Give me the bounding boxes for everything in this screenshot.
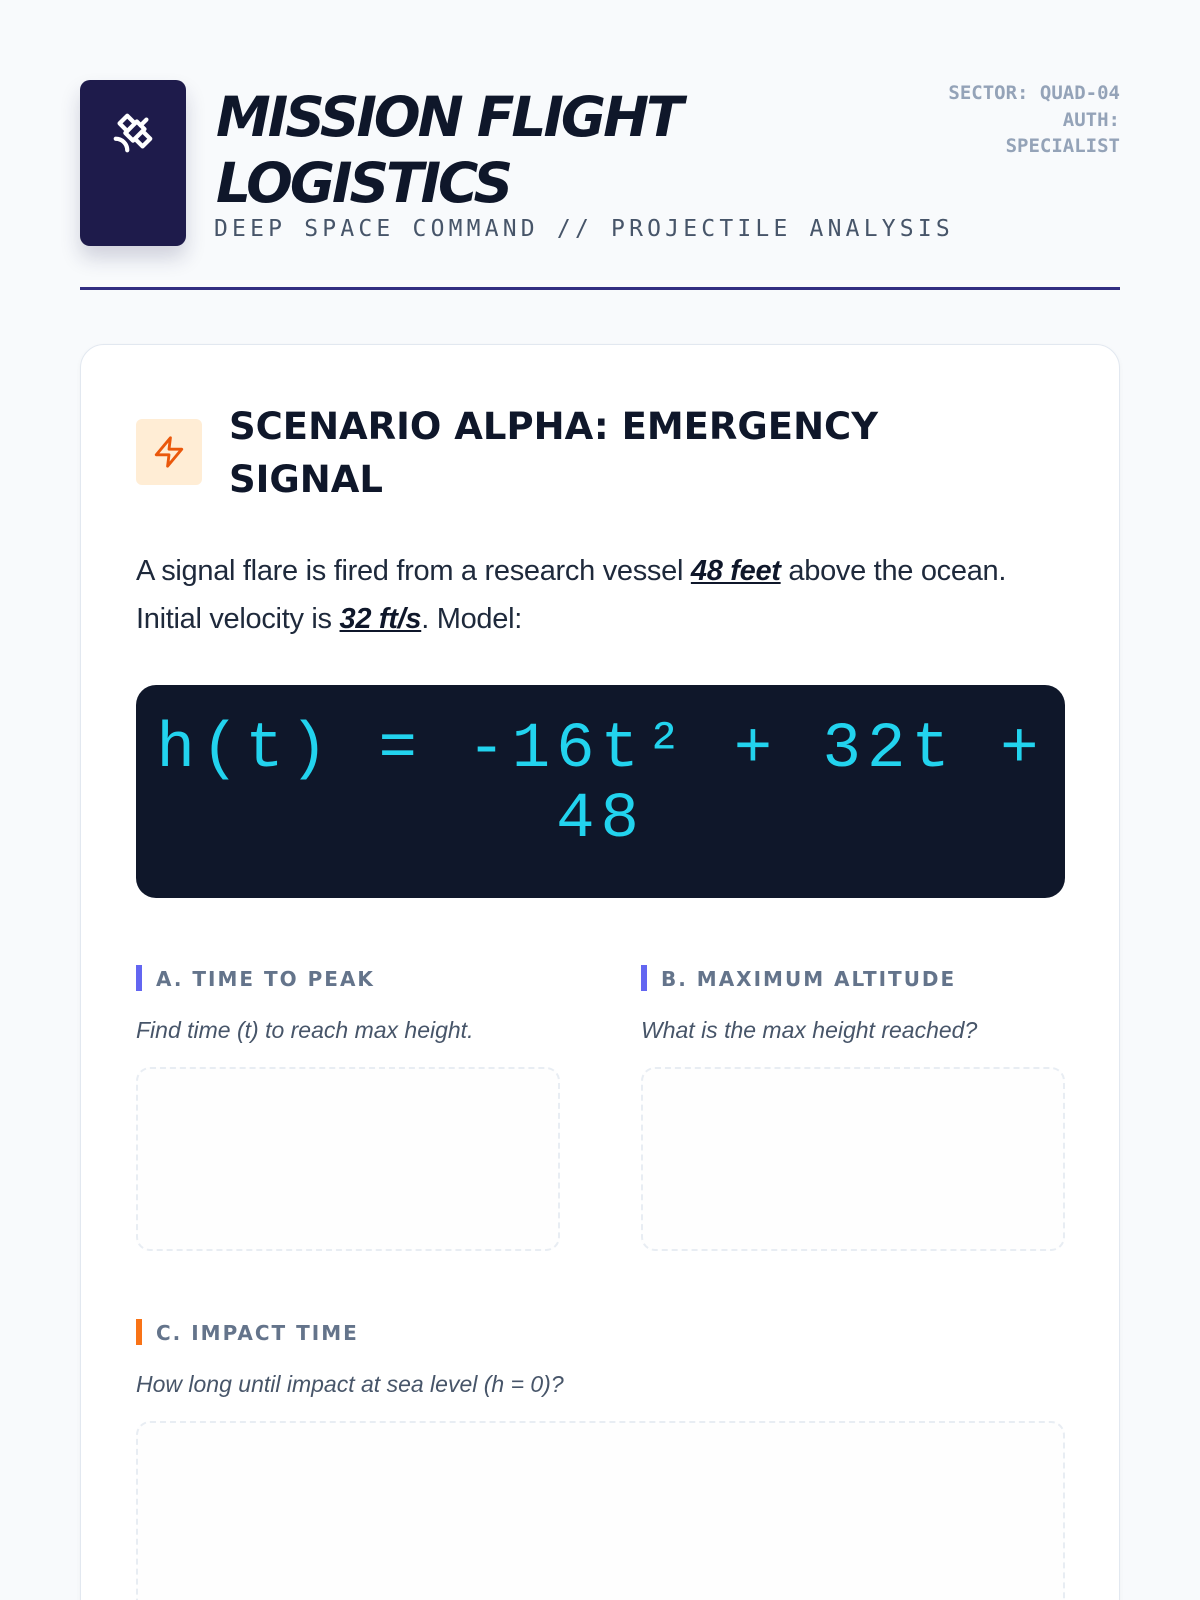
- lightning-bolt-icon: [152, 435, 186, 469]
- question-b-prompt: What is the max height reached?: [641, 1017, 978, 1043]
- mission-meta: [940, 80, 1120, 160]
- question-a-label-text: A. TIME TO PEAK: [156, 967, 375, 991]
- answer-box-a[interactable]: [136, 1067, 560, 1251]
- question-a-accent-bar: [136, 965, 142, 991]
- question-b-label-text: B. MAXIMUM ALTITUDE: [661, 967, 957, 991]
- question-a: [136, 965, 560, 1251]
- formula-display: [136, 685, 1065, 898]
- question-c-label: [136, 1319, 1065, 1347]
- auth-label: AUTH: SPECIALIST: [1005, 108, 1120, 157]
- description-part-1: A signal flare is fired from a research vessel: [136, 555, 691, 587]
- scenario-description: [136, 547, 1076, 643]
- logo: [80, 80, 186, 246]
- title-line-2: LOGISTICS: [216, 151, 511, 215]
- question-c: [136, 1319, 1065, 1600]
- answer-box-c[interactable]: [136, 1421, 1065, 1600]
- page-title: [216, 84, 681, 216]
- title-line-1: MISSION FLIGHT: [216, 85, 681, 149]
- page-subtitle: DEEP SPACE COMMAND // PROJECTILE ANALYSIS: [214, 216, 954, 242]
- question-a-prompt: Find time (t) to reach max height.: [136, 1017, 474, 1043]
- question-b-accent-bar: [641, 965, 647, 991]
- question-b: [641, 965, 1065, 1251]
- height-value: 48 feet: [690, 555, 781, 587]
- question-c-label-text: C. IMPACT TIME: [156, 1321, 359, 1345]
- scenario-title: SCENARIO ALPHA: EMERGENCY SIGNAL: [229, 405, 878, 501]
- description-part-3: . Model:: [421, 603, 522, 635]
- question-c-accent-bar: [136, 1319, 142, 1345]
- velocity-value: 32 ft/s: [339, 603, 422, 635]
- question-b-label: [641, 965, 1065, 993]
- satellite-icon: [110, 110, 156, 156]
- question-a-label: [136, 965, 560, 993]
- scenario-card: [80, 344, 1120, 1600]
- answer-box-b[interactable]: [641, 1067, 1065, 1251]
- sector-label: SECTOR: QUAD-04: [948, 82, 1120, 104]
- header: [80, 80, 1120, 290]
- formula-text: h(t) = -16t² + 32t + 48: [156, 714, 1045, 856]
- description-part-2: above the ocean. Initial velocity is: [136, 555, 1007, 635]
- scenario-icon-badge: [136, 419, 202, 485]
- question-c-prompt: How long until impact at sea level (h = 0)?: [136, 1371, 564, 1397]
